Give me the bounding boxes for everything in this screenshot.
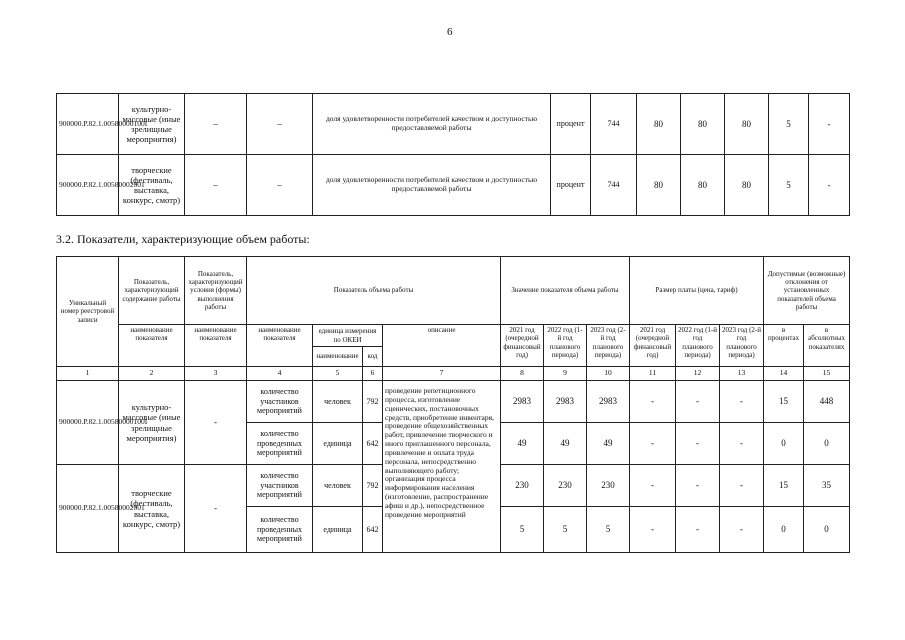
indicator-name: количество проведенных мероприятий [247, 423, 313, 465]
table-row: 900000.Р.82.1.00580000100I культурно-массовые (иные зрелищные мероприятия) - количество участников мероприятий человек 792 проведение репетиционного процесса, изготовление сценических, постановочных средств, приобретение инвентаря, проведение общехозяйственных работ, привлечение творческого и иного приглашенного персонала, привлечение и оплата труда персонала, непосредственно выполняющего работу; организация процесса информирования населения (изготовление, распространение афиш и др.), непосредственное проведение мероприятий 2983 2983 2983 - - - 15 448 [57, 381, 850, 423]
header-row: наименование код [57, 347, 850, 367]
work-description: проведение репетиционного процесса, изготовление сценических, постановочных средств, приобретение инвентаря, проведение общехозяйственных работ, привлечение творческого и иного приглашенного персонала, привлечение и оплата труда персонала, непосредственно выполняющего работу; организация процесса информирования населения (изготовление, распространение афиш и др.), непосредственное проведение мероприятий [383, 381, 501, 553]
deviation-group-header: Допустимые (возможные) отклонения от установленных показателей объема работы [764, 257, 850, 325]
indicator-name: доля удовлетворенности потребителей качеством и доступностью предоставляемой работы [313, 155, 551, 216]
unique-number-header: Уникальный номер реестровой записи [57, 257, 119, 367]
column-numbers-row: 1 2 3 4 5 6 7 8 9 10 11 12 13 14 15 [57, 367, 850, 381]
conditions-group-header: Показатель, характеризующий условия (формы) выполнения работы [185, 257, 247, 325]
volume-group-header: Показатель объема работы [247, 257, 501, 325]
fee-group-header: Размер платы (цена, тариф) [630, 257, 764, 325]
volume-indicators-table [56, 256, 850, 553]
table-row: 900000.Р.82.1.00580002001 творческие (фестиваль, выставка, конкурс, смотр) - количество участников мероприятий человек 792 230 230 230 - - - 15 35 [57, 465, 850, 507]
table-row: 900000.Р.82.1.00580002001 творческие (фестиваль, выставка, конкурс, смотр) – – доля удовлетворенности потребителей качеством и доступностью предоставляемой работы процент 744 80 80 80 5 - [57, 155, 850, 216]
indicator-name: доля удовлетворенности потребителей качеством и доступностью предоставляемой работы [313, 94, 551, 155]
content-group-header: Показатель, характеризующий содержание работы [119, 257, 185, 325]
header-row: наименование показателя наименование показателя наименование показателя единица измерения по ОКЕИ описание 2021 год (очередной финансовый год) 2022 год (1-й год планового периода) 2023 год (2-й год планового периода) 2021 год (очередной финансовый год) 2022 год (1-й год планового периода) 2023 год (2-й год планового периода) в процентах в абсолютных показателях [57, 325, 850, 347]
page-number: 6 [447, 26, 453, 38]
table-row: количество проведенных мероприятий единица 642 5 5 5 - - - 0 0 [57, 507, 850, 553]
registry-code: 900000.Р.82.1.00580000100I [57, 94, 119, 155]
table-row: количество проведенных мероприятий единица 642 49 49 49 - - - 0 0 [57, 423, 850, 465]
category: культурно-массовые (иные зрелищные мероприятия) [119, 94, 185, 155]
registry-code: 900000.Р.82.1.00580000100I [57, 381, 119, 465]
header-row [57, 257, 850, 325]
category: творческие (фестиваль, выставка, конкурс, смотр) [119, 465, 185, 553]
table-row: 900000.Р.82.1.00580000100I культурно-массовые (иные зрелищные мероприятия) – – доля удовлетворенности потребителей качеством и доступностью предоставляемой работы процент 744 80 80 80 5 - [57, 94, 850, 155]
category: культурно-массовые (иные зрелищные мероприятия) [119, 381, 185, 465]
indicator-name: количество участников мероприятий [247, 381, 313, 423]
volume-values-header: Значение показателя объема работы [501, 257, 630, 325]
indicator-name: количество проведенных мероприятий [247, 507, 313, 553]
registry-code: 900000.Р.82.1.00580002001 [57, 465, 119, 553]
registry-code: 900000.Р.82.1.00580002001 [57, 155, 119, 216]
indicator-name: количество участников мероприятий [247, 465, 313, 507]
quality-indicators-table [56, 93, 850, 216]
section-title: 3.2. Показатели, характеризующие объем работы: [56, 232, 310, 246]
category: творческие (фестиваль, выставка, конкурс, смотр) [119, 155, 185, 216]
